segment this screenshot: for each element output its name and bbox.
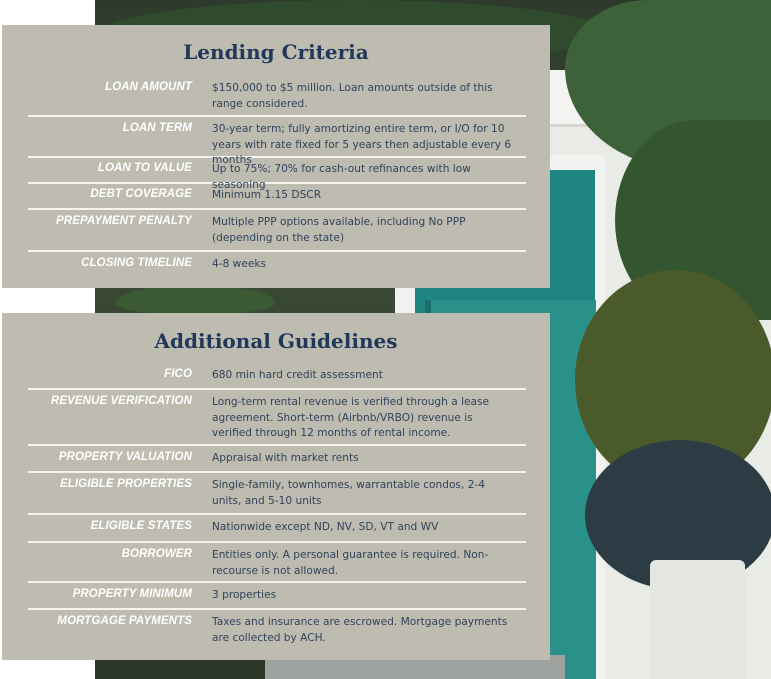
- table-row: [28, 158, 526, 191]
- table-row: [28, 515, 526, 543]
- row-label: LOAN TERM: [122, 122, 192, 134]
- table-row: [28, 365, 526, 390]
- table-row: [28, 252, 526, 278]
- row-label: PROPERTY MINIMUM: [72, 588, 192, 600]
- lending-criteria-panel: [2, 25, 550, 288]
- row-label: ELIGIBLE PROPERTIES: [59, 478, 192, 490]
- row-value: Taxes and insurance are escrowed. Mortgage payments are collected by ACH.: [212, 616, 508, 644]
- table-row: [28, 543, 526, 583]
- row-label: LOAN TO VALUE: [97, 162, 192, 174]
- table-row: [28, 117, 526, 166]
- table-row: [28, 210, 526, 252]
- row-value: $150,000 to $5 million. Loan amounts outside of this range considered.: [212, 82, 493, 110]
- table-row: [28, 78, 526, 117]
- lending-criteria-title: Lending Criteria: [183, 40, 369, 64]
- row-label: ELIGIBLE STATES: [90, 520, 192, 532]
- row-value: Entities only. A personal guarantee is required. Non-recourse is not allowed.: [212, 549, 489, 577]
- additional-guidelines-panel: [2, 313, 550, 660]
- row-value: Long-term rental revenue is verified through a lease agreement. Short-term (Airbnb/VRBO) revenue is verified through 12 months of rental income.: [212, 396, 490, 439]
- row-value: 4-8 weeks: [212, 258, 267, 270]
- table-row: [28, 184, 526, 210]
- table-row: [28, 446, 526, 473]
- row-label: FICO: [164, 368, 192, 380]
- row-label: PREPAYMENT PENALTY: [56, 215, 192, 227]
- table-row: [28, 390, 526, 446]
- row-label: CLOSING TIMELINE: [81, 257, 192, 269]
- row-label: MORTGAGE PAYMENTS: [57, 615, 192, 627]
- row-value: Multiple PPP options available, including No PPP (depending on the state): [212, 216, 466, 244]
- foliage: [115, 285, 275, 315]
- row-value: 680 min hard credit assessment: [212, 369, 383, 381]
- row-label: BORROWER: [121, 548, 192, 560]
- row-value: Single-family, townhomes, warrantable condos, 2-4 units, and 5-10 units: [212, 479, 485, 507]
- row-label: PROPERTY VALUATION: [58, 451, 192, 463]
- row-label: DEBT COVERAGE: [90, 188, 192, 200]
- table-row: [28, 473, 526, 515]
- row-value: Up to 75%; 70% for cash-out refinances with low seasoning: [212, 163, 471, 191]
- planter-pot: [650, 560, 745, 679]
- additional-guidelines-table: [28, 365, 526, 650]
- row-value: Nationwide except ND, NV, SD, VT and WV: [212, 521, 439, 533]
- row-label: REVENUE VERIFICATION: [50, 395, 192, 407]
- row-value: 30-year term; fully amortizing entire term, or I/O for 10 years with rate fixed for 5 years then adjustable every 6 months: [212, 123, 512, 166]
- row-value: Appraisal with market rents: [212, 452, 359, 464]
- lending-criteria-table: [28, 78, 526, 278]
- table-row: [28, 583, 526, 610]
- additional-guidelines-title: Additional Guidelines: [154, 329, 398, 353]
- row-value: Minimum 1.15 DSCR: [212, 189, 322, 201]
- row-value: 3 properties: [212, 589, 277, 601]
- row-label: LOAN AMOUNT: [105, 81, 192, 93]
- table-row: [28, 610, 526, 650]
